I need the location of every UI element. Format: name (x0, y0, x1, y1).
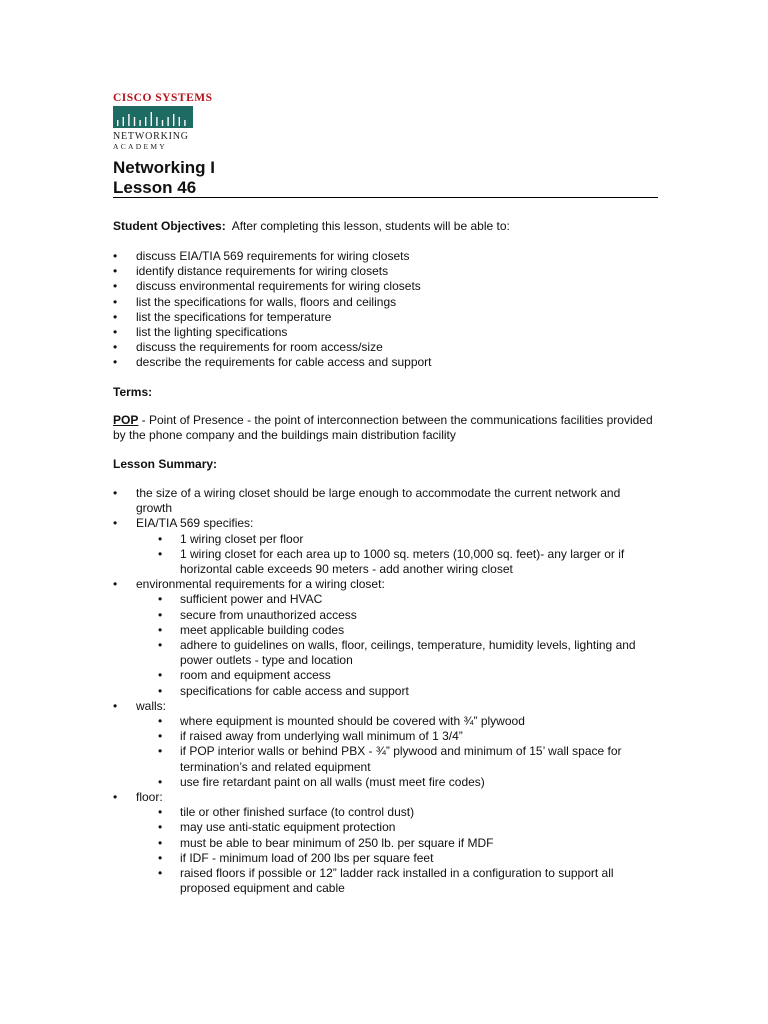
summary-item (113, 577, 658, 699)
cisco-bridge-icon (113, 106, 193, 128)
logo-line2: ACADEMY (113, 142, 168, 151)
header-divider (113, 197, 658, 198)
logo-bar (117, 120, 118, 126)
summary-subitem: • use fire retardant paint on all walls (must meet fire codes) (158, 775, 658, 790)
logo-bar (134, 117, 135, 126)
objective-item: • discuss environmental requirements for wiring closets (113, 279, 658, 294)
logo-brand: CISCO SYSTEMS (113, 92, 213, 104)
summary-item-text: EIA/TIA 569 specifies: (136, 516, 254, 531)
objective-item: • discuss EIA/TIA 569 requirements for wiring closets (113, 249, 658, 264)
objective-item: • describe the requirements for cable access and support (113, 355, 658, 370)
summary-item (113, 699, 658, 790)
summary-list (113, 486, 658, 896)
logo-bar (151, 112, 152, 126)
summary-subitem: • sufficient power and HVAC (158, 592, 658, 607)
logo-bar (156, 117, 157, 126)
objectives-line (113, 219, 510, 234)
summary-subitem: • meet applicable building codes (158, 623, 658, 638)
summary-item-text: environmental requirements for a wiring closet: (136, 577, 385, 592)
logo-bar (162, 120, 163, 126)
summary-subitem: • must be able to bear minimum of 250 lb. per square if MDF (158, 836, 658, 851)
summary-item-text: the size of a wiring closet should be large enough to accommodate the current network and growth (136, 486, 621, 516)
objective-item: • list the specifications for walls, floors and ceilings (113, 295, 658, 310)
objectives-label: Student Objectives: (113, 219, 226, 233)
summary-subitem: • if IDF - minimum load of 200 lbs per square feet (158, 851, 658, 866)
term-name: POP (113, 413, 139, 427)
cisco-academy-logo (113, 92, 213, 154)
lesson-title: Lesson 46 (113, 178, 197, 197)
objectives-intro: After completing this lesson, students will be able to: (231, 219, 510, 233)
summary-item-text: walls: (136, 698, 167, 713)
objective-item: • list the specifications for temperature (113, 310, 658, 325)
course-title: Networking I (113, 158, 216, 177)
summary-sublist (136, 805, 658, 896)
summary-subitem: • where equipment is mounted should be covered with ¾” plywood (158, 714, 658, 729)
logo-bar (184, 120, 185, 126)
logo-bar (123, 117, 124, 126)
summary-subitem: • if raised away from underlying wall minimum of 1 3/4” (158, 729, 658, 744)
term-text: - Point of Presence - the point of interconnection between the communications facilities provided by the phone company and the buildings main distribution facility (113, 413, 653, 443)
logo-line1: NETWORKING (113, 131, 189, 142)
summary-subitem: • may use anti-static equipment protection (158, 820, 658, 835)
objective-item: • identify distance requirements for wiring closets (113, 264, 658, 279)
summary-subitem: • room and equipment access (158, 668, 658, 683)
logo-bar (167, 117, 168, 126)
logo-bar (128, 114, 129, 126)
objective-item: • list the lighting specifications (113, 325, 658, 340)
logo-bar (145, 117, 146, 126)
objective-item: • discuss the requirements for room access/size (113, 340, 658, 355)
summary-subitem: • adhere to guidelines on walls, floor, ceilings, temperature, humidity levels, lighting and power outlets - type and location (158, 638, 658, 668)
summary-subitem: • raised floors if possible or 12” ladder rack installed in a configuration to support all proposed equipment and cable (158, 866, 658, 896)
summary-item (113, 516, 658, 577)
summary-subitem: • if POP interior walls or behind PBX - ¾” plywood and minimum of 15’ wall space for termination’s and related equipment (158, 744, 658, 774)
logo-bar (173, 114, 174, 126)
logo-bar-background (113, 106, 193, 128)
terms-heading: Terms: (113, 385, 153, 399)
summary-subitem: • tile or other finished surface (to control dust) (158, 805, 658, 820)
summary-subitem: • 1 wiring closet per floor (158, 532, 658, 547)
logo-bar (139, 120, 140, 126)
objectives-list (113, 249, 658, 371)
summary-sublist (136, 592, 658, 698)
summary-item (113, 790, 658, 896)
summary-subitem: • 1 wiring closet for each area up to 1000 sq. meters (10,000 sq. feet)- any larger or if horizontal cable exceeds 90 meters - add another wiring closet (158, 547, 658, 577)
summary-subitem: • specifications for cable access and support (158, 684, 658, 699)
summary-item-text: floor: (136, 790, 163, 805)
summary-subitem: • secure from unauthorized access (158, 608, 658, 623)
logo-bar (179, 117, 180, 126)
summary-item (113, 486, 658, 516)
summary-heading: Lesson Summary: (113, 457, 218, 471)
summary-sublist (136, 532, 658, 578)
term-definition (113, 413, 658, 443)
summary-sublist (136, 714, 658, 790)
